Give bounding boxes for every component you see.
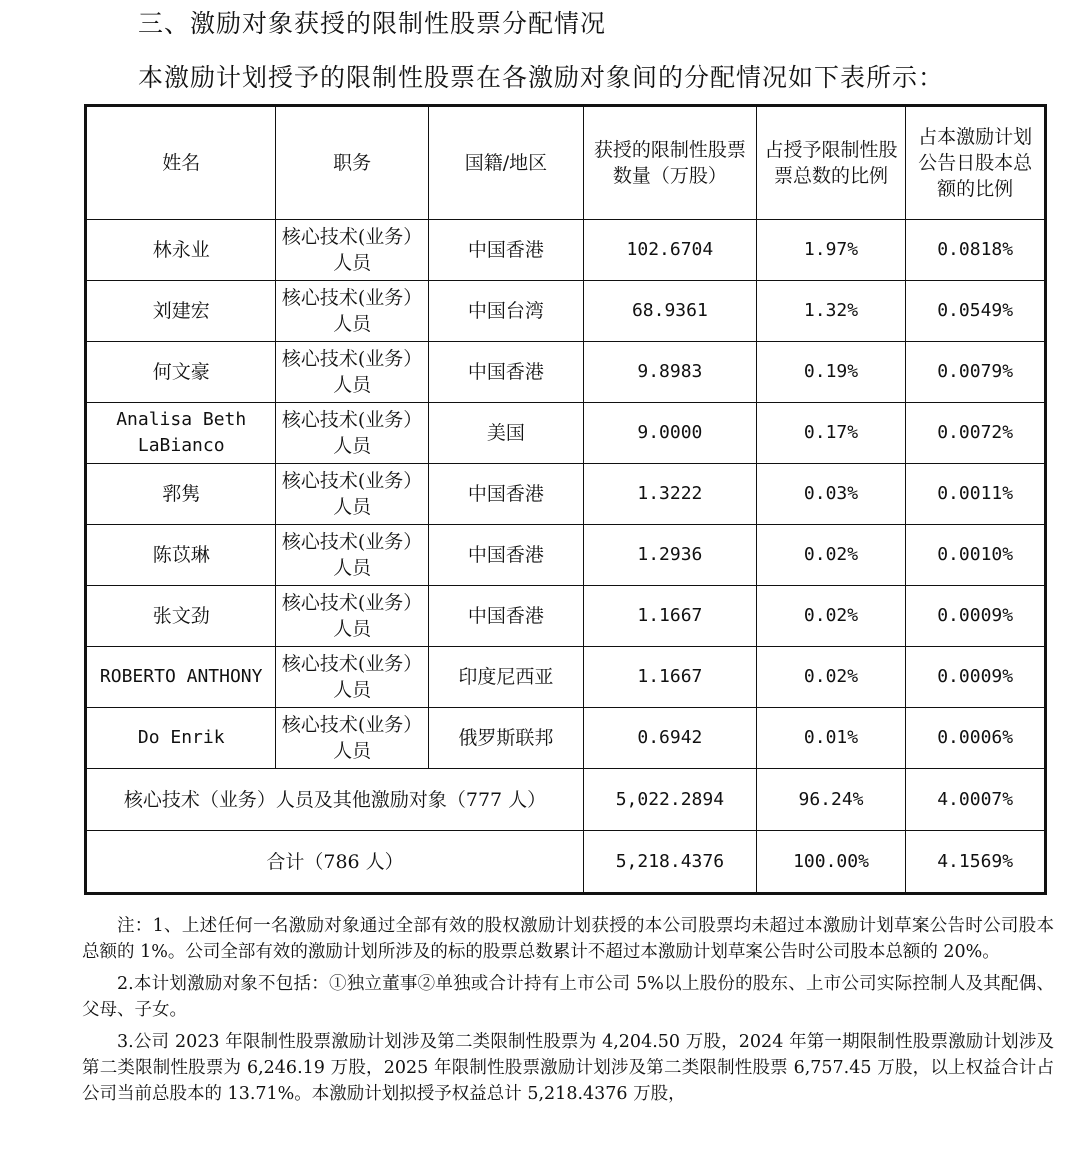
intro-paragraph: 本激励计划授予的限制性股票在各激励对象间的分配情况如下表所示： [138,63,945,92]
cell-nationality: 中国香港 [428,220,583,281]
cell-position: 核心技术(业务）人员 [276,464,428,525]
note-1: 注：1、上述任何一名激励对象通过全部有效的股权激励计划获授的本公司股票均未超过本激励计划草案公告时公司股本总额的 1%。公司全部有效的激励计划所涉及的标的股票总数累计不超过本激励计划草案公告时公司股本总额的 20%。 [82,916,1054,962]
cell-nationality: 中国香港 [428,525,583,586]
cell-nationality: 俄罗斯联邦 [428,708,583,769]
cell-position: 核心技术(业务）人员 [276,647,428,708]
cell-grant-ratio: 0.19% [756,342,906,403]
header-grant-ratio: 占授予限制性股票总数的比例 [756,106,906,220]
cell-name: 张文劲 [86,586,276,647]
cell-nationality: 中国香港 [428,586,583,647]
others-grant-ratio: 96.24% [756,769,906,831]
cell-position: 核心技术(业务）人员 [276,403,428,464]
table-row [86,220,1046,281]
header-position: 职务 [276,106,428,220]
cell-capital-ratio: 0.0072% [906,403,1046,464]
table-row [86,342,1046,403]
cell-grant-ratio: 0.02% [756,586,906,647]
allocation-table [84,104,1047,895]
section-heading: 三、激励对象获授的限制性股票分配情况 [138,9,607,38]
cell-position: 核心技术(业务）人员 [276,281,428,342]
header-shares: 获授的限制性股票数量（万股） [584,106,757,220]
cell-position: 核心技术(业务）人员 [276,708,428,769]
total-shares: 5,218.4376 [584,831,757,894]
cell-capital-ratio: 0.0549% [906,281,1046,342]
header-nationality: 国籍/地区 [428,106,583,220]
table-row [86,464,1046,525]
cell-grant-ratio: 1.32% [756,281,906,342]
cell-nationality: 中国台湾 [428,281,583,342]
cell-nationality: 印度尼西亚 [428,647,583,708]
table-row [86,281,1046,342]
cell-capital-ratio: 0.0011% [906,464,1046,525]
table-notes [82,913,1054,1113]
cell-grant-ratio: 0.02% [756,647,906,708]
cell-position: 核心技术(业务）人员 [276,525,428,586]
cell-nationality: 中国香港 [428,342,583,403]
table-row [86,586,1046,647]
cell-name: 刘建宏 [86,281,276,342]
cell-name: 何文豪 [86,342,276,403]
header-capital-ratio: 占本激励计划公告日股本总额的比例 [906,106,1046,220]
cell-capital-ratio: 0.0009% [906,647,1046,708]
note-2: 2.本计划激励对象不包括：①独立董事②单独或合计持有上市公司 5%以上股份的股东、上市公司实际控制人及其配偶、父母、子女。 [82,974,1054,1020]
table-row [86,647,1046,708]
others-row [86,769,1046,831]
cell-shares: 1.3222 [584,464,757,525]
cell-grant-ratio: 1.97% [756,220,906,281]
cell-capital-ratio: 0.0079% [906,342,1046,403]
total-row [86,831,1046,894]
total-grant-ratio: 100.00% [756,831,906,894]
others-shares: 5,022.2894 [584,769,757,831]
cell-grant-ratio: 0.02% [756,525,906,586]
note-3: 3.公司 2023 年限制性股票激励计划涉及第二类限制性股票为 4,204.50 万股，2024 年第一期限制性股票激励计划涉及第二类限制性股票为 6,246.19 万股，2025 年限制性股票激励计划涉及第二类限制性股票 6,757.45 万股，以上权益合计占公司当前总股本的 13.71%。本激励计划拟授予权益总计 5,218.4376 万股， [82,1032,1054,1104]
cell-capital-ratio: 0.0006% [906,708,1046,769]
cell-shares: 68.9361 [584,281,757,342]
cell-position: 核心技术(业务）人员 [276,220,428,281]
table-row [86,403,1046,464]
cell-name: ROBERTO ANTHONY [86,647,276,708]
cell-capital-ratio: 0.0009% [906,586,1046,647]
table-row [86,708,1046,769]
table-row [86,525,1046,586]
cell-name: 郛隽 [86,464,276,525]
others-capital-ratio: 4.0007% [906,769,1046,831]
total-label: 合计（786 人） [86,831,584,894]
total-capital-ratio: 4.1569% [906,831,1046,894]
others-label: 核心技术（业务）人员及其他激励对象（777 人） [86,769,584,831]
cell-shares: 9.8983 [584,342,757,403]
cell-grant-ratio: 0.17% [756,403,906,464]
cell-name: Analisa Beth LaBianco [86,403,276,464]
cell-capital-ratio: 0.0010% [906,525,1046,586]
cell-shares: 0.6942 [584,708,757,769]
cell-nationality: 中国香港 [428,464,583,525]
table-header-row [86,106,1046,220]
cell-shares: 9.0000 [584,403,757,464]
cell-shares: 1.2936 [584,525,757,586]
header-name: 姓名 [86,106,276,220]
cell-grant-ratio: 0.01% [756,708,906,769]
cell-grant-ratio: 0.03% [756,464,906,525]
cell-name: 陈苡琳 [86,525,276,586]
cell-position: 核心技术(业务）人员 [276,342,428,403]
cell-shares: 102.6704 [584,220,757,281]
cell-capital-ratio: 0.0818% [906,220,1046,281]
cell-nationality: 美国 [428,403,583,464]
cell-shares: 1.1667 [584,586,757,647]
cell-shares: 1.1667 [584,647,757,708]
cell-position: 核心技术(业务）人员 [276,586,428,647]
cell-name: Do Enrik [86,708,276,769]
cell-name: 林永业 [86,220,276,281]
